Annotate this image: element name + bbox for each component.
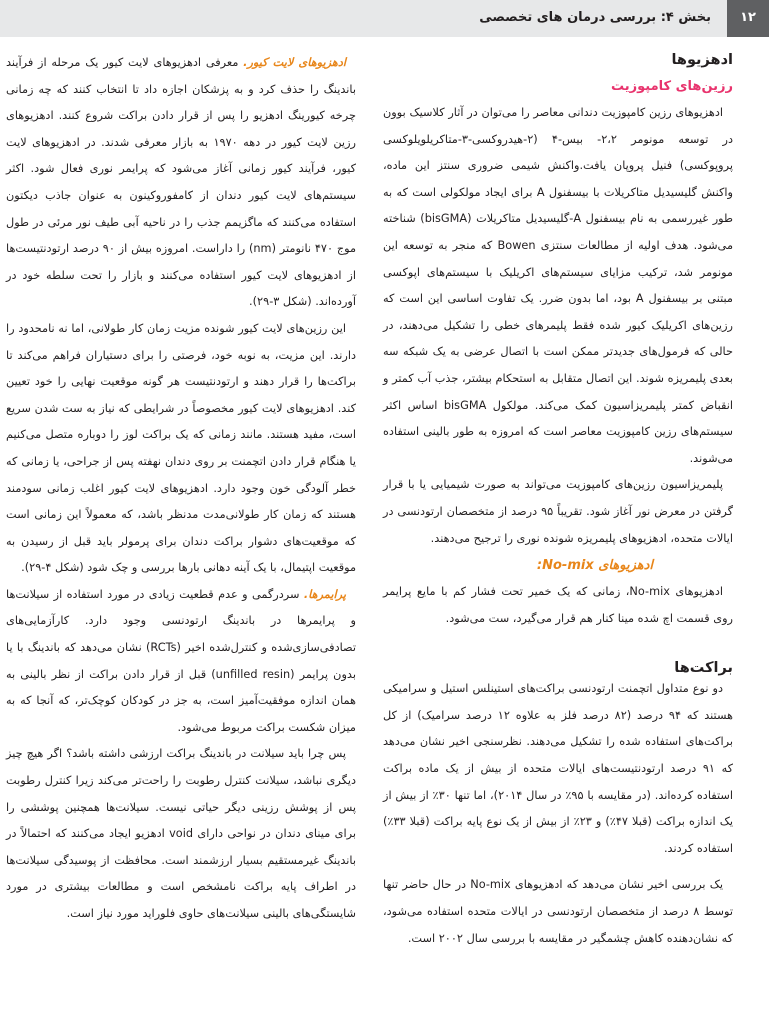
section-heading-adhesives: ادهزیوها — [671, 52, 733, 68]
paragraph-bracket-types: دو نوع متداول اتچمنت ارتودنسی براکت‌های استینلس استیل و سرامیکی هستند که ۹۴ درصد (۸۲ درصد فلز به علاوه ۱۲ درصد سرامیک) از کل براکت‌های استفاده شده را تشکیل می‌دهند. نظرسنجی اخیر نشان می‌دهد که ۹۱ درصد ارتودنتیست‌های ایالات متحده از بیش از یک ماده براکت استفاده کرده‌اند. (در مقایسه با ۹۵٪ در سال ۲۰۱۴)، اما تنها ۳۰٪ از بیش از یک اندازه براکت (قبلا ۴۷٪) و ۲۳٪ از بیش از یک نوع پایه براکت (قبلا ۳۳٪) استفاده کردند. — [383, 682, 734, 855]
page-number: ۱۲ — [727, 0, 769, 37]
paragraph-light-cure-text: معرفی ادهزیوهای لایت کیور یک مرحله از فرآیند باندینگ را حذف کرد و به پزشکان اجازه داد تا انتخاب کنند که چه زمانی چرخه کیورینگ ادهزیو را پس از قرار دادن براکت شروع کنند. ادهزیوهای رزین لایت کیور در دهه ۱۹۷۰ به بازار معرفی شدند. در ادهزیوهای لایت کیور، فرآیند کیور زمانی آغاز می‌شود که پرایمر نوری فعال شود. اکثر سیستم‌های لایت کیور دندان از کامفوروکینون به عنوان جاذب دیکتون استفاده می‌کنند که ماگزیمم جذب را در ناحیه آبی طیف نور مرئی در طول موج ۴۷۰ نانومتر (nm) را داراست. امروزه بیش از ۹۰ درصد ارتودنتیست‌ها از ادهزیوهای لایت کیور استفاده می‌کنند و بازار را تحت سلطه خود در آورده‌اند. (شکل ۳-۲۹). — [6, 56, 357, 309]
paragraph-sealants: پس چرا باید سیلانت در باندینگ براکت ارزشی داشته باشد؟ اگر هیچ چیز دیگری نباشد، سیلانت کنترل رطوبت را راحت‌تر می‌کند زیرا کنترل رطوبت پس از پوشش رزینی دیگر حیاتی نیست. سیلانت‌ها همچنین پوششی را برای مینای دندان در نواحی دارای void ادهزیو ایجاد می‌کنند که احتمالاً در باندینگ غیرمستقیم بسیار ارزشمند است. محافظت از پوسیدگی سیلانت‌ها در اطراف پایه براکت نامشخص است و مطالعات بیشتری در مورد شایستگی‌های بالینی سیلانت‌های حاوی فلوراید مورد نیاز است. — [6, 747, 356, 920]
paragraph-no-mix-survey: یک بررسی اخیر نشان می‌دهد که ادهزیوهای No-mix در حال حاضر تنها توسط ۸ درصد از متخصصان ارتودنسی در ایالات متحده استفاده می‌شود، که نشان‌دهنده کاهش چشمگیر در مقایسه با بررسی سال ۲۰۰۲ است. — [383, 878, 734, 945]
paragraph-primers-text: سردرگمی و عدم قطعیت زیادی در مورد استفاده از سیلانت‌ها و پرایمرها در باندینگ ارتودنسی وجود دارد. کارآزمایی‌های تصادفی‌سازی‌شده و کنترل‌شده اخیر (RCTs) نشان می‌دهد که باندینگ با یا بدون پرایمر (unfilled resin) قبل از قرار دادن براکت از نظر بالینی به همان اندازه موفقیت‌آمیز است، به جز در کودکان کوچک‌تر، که آنجا که به میزان شکست براکت مربوط می‌شود. — [6, 587, 356, 734]
paragraph-bisgma: ادهزیوهای رزین کامپوزیت دندانی معاصر را می‌توان در آثار کلاسیک بوون در توسعه مونومر ۲،۲- بیس-۴ (۲-هیدروکسی-۳-متاکریلویلوکسی پروپوکسی) فنیل پروپان یافت.واکنش شیمی ضروری سنتز این ماده، واکنش گلیسیدیل متاکریلات با بیسفنول A برای ایجاد مولکولی است که به طور غیررسمی به نام بیسفنول A-گلیسیدیل متاکریلات (bisGMA) شناخته می‌شود. هدف اولیه از مطالعات سنتزی Bowen که منجر به توسعه این مونومر شد، ترکیب مزایای سیستم‌های اکریلیک با سیستم‌های اپوکسی مبتنی بر بیسفنول A بود، اما بدون ضرر. یک تفاوت اساسی این است که رزین‌های اکریلیک کیور شده فقط پلیمرهای خطی را تشکیل می‌دهند، در حالی که فرمول‌های جدیدتر ممکن است با اتصال عرضی به یک شبکه سه بعدی پلیمریزه شوند. این اتصال متقابل به استحکام بیشتر، جذب آب کمتر و انقباض کمتر پلیمریزاسیون کمک می‌کند. مولکول bisGMA اساس اکثر سیستم‌های رزین کامپوزیت معاصر است که امروزه به طور بالینی استفاده می‌شوند. — [383, 106, 733, 465]
subheading-no-mix: ادهزیوهای No-mix: — [536, 558, 653, 574]
runin-heading-primers: پرایمرها. — [303, 587, 346, 601]
section-heading-brackets: براکت‌ها — [674, 660, 733, 677]
runin-heading-light-cure: ادهزیوهای لایت کیور. — [243, 56, 346, 69]
paragraph-light-cure — [6, 50, 356, 316]
left-column — [6, 50, 356, 928]
paragraph-primers — [6, 582, 356, 742]
subheading-composite-resins: رزین‌های کامپوزیت — [611, 79, 733, 94]
paragraph-working-time: این رزین‌های لایت کیور شونده مزیت زمان کار طولانی، اما نه نامحدود را دارند. این مزیت، به نوبه خود، فرصتی را برای دستیاران فراهم می‌کند تا براکت‌ها را قرار دهند و ارتودنتیست هر گونه موقعیت نهایی را خود تعیین کند. ادهزیوهای لایت کیور مخصوصاً در شرایطی که نیاز به ست شدن سریع است، مفید هستند. مانند زمانی که یک براکت لوز را دوباره متصل می‌کنیم یا هنگام قرار دادن اتچمنت بر روی دندان نهفته پس از جراحی، یا زمانی که خطر آلودگی خون وجود دارد. ادهزیوهای لایت کیور اغلب زمانی سودمند هستند که زمان کار طولانی‌مدت مدنظر باشد، که معمولاً این زمانی است که موقعیت‌های دشوار براکت دندان برای پرمولر باید قبل از رسیدن به موقعیت اپتیمال، با یک آینه دهانی بارها بررسی و چک شود (شکل ۴-۲۹). — [6, 321, 356, 575]
chapter-title: بخش ۴: بررسی درمان های تخصصی — [479, 10, 711, 25]
paragraph-polymerization: پلیمریزاسیون رزین‌های کامپوزیت می‌تواند به صورت شیمیایی یا با قرار گرفتن در معرض نور آغاز شود. تقریباً ۹۵ درصد از متخصصان ارتودنسی در ایالات متحده، ادهزیوهای پلیمریزه شونده نوری را ترجیح می‌دهند. — [383, 478, 733, 545]
paragraph-no-mix: ادهزیوهای No-mix، زمانی که یک خمیر تحت فشار کم با مایع پرایمر روی قسمت اچ شده مینا کنار هم قرار می‌گیرد، ست می‌شود. — [383, 585, 733, 625]
right-column — [383, 40, 733, 952]
running-header — [0, 0, 769, 37]
